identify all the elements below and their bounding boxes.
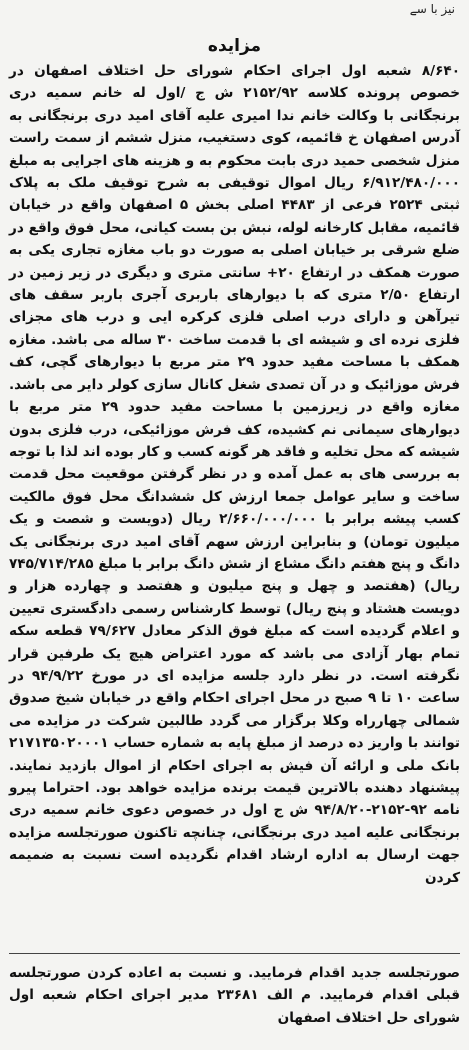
notice-tail (9, 962, 460, 1029)
notice-body (9, 60, 460, 889)
header-fragment: نیز با سے (409, 2, 455, 16)
notice-body-text: ۸/۶۴۰ شعبه اول اجرای احکام شورای حل اختلاف اصفهان در خصوص پرونده کلاسه ۲۱۵۲/۹۲ ش ج /اول له خانم سمیه دری برنجگانی با وکالت خانم ندا امیری علیه آقای امید دری برنجگانی به آدرس اصفهان خ قائمیه، کوی دستغیب، منزل ششم از سمت راست منزل شخصی حمید دری بابت محکوم به و هزینه های اجرایی به مبلغ ۶/۹۱۲/۴۸۰/۰۰۰ ریال اموال توقیفی به شرح توقیف ملک به پلاک ثبتی ۲۵۲۴ فرعی از ۴۴۸۳ اصلی بخش ۵ اصفهان واقع در خیابان قائمیه، مقابل کارخانه لوله، نبش بن بست کیانی، محل فوق واقع در ضلع شرقی بر خیابان اصلی به صورت دو باب مغازه تجاری یکی به صورت همکف در ارتفاع ۲۰+ سانتی متری و دیگری در زیر زمین در ارتفاع ۲/۵۰ متری که با دیوارهای باربری آجری باربر سقف های تیرآهن و دارای درب اصلی فلزی کرکره ایی و درب های مجزای فلزی نرده ای و شیشه ای با قدمت ساخت ۳۰ ساله می باشد. مغازه همکف با مساحت مفید حدود ۲۹ متر مربع با دیوارهای گچی، کف فرش موزائیک و در آن تصدی شغل کانال سازی کولر دایر می باشد. مغازه واقع در زیرزمین با مساحت مفید حدود ۲۹ متر مربع با دیوارهای سیمانی نم کشیده، کف فرش موزائیکی، درب فلزی بدون شیشه که محل تخلیه و فاقد هر گونه کسب و کار بوده اند لذا با توجه به بررسی های به عمل آمده و در نظر گرفتن موقعیت محل قدمت ساخت و سایر عوامل جمعا ارزش کل ششدانگ محل فوق مالکیت کسب پیشه برابر با ۲/۶۶۰/۰۰۰/۰۰۰ ریال (دویست و شصت و یک میلیون تومان) و بنابراین ارزش سهم آقای امید دری برنجگانی یک دانگ و پنج هفتم دانگ مشاع از شش دانگ برابر با مبلغ ۷۴۵/۷۱۴/۲۸۵ ریال) (هفتصد و چهل و پنج میلیون و هفتصد و چهارده هزار و دویست هشتاد و پنج ریال) توسط کارشناس رسمی دادگستری تعیین و اعلام گردیده است که مبلغ فوق الذکر معادل ۷۹/۶۲۷ قطعه سکه تمام بهار آزادی می باشد که مورد اعتراض هیچ یک طرفین قرار نگرفته است. در نظر دارد جلسه مزایده ای در مورخ ۹۴/۹/۲۲ در ساعت ۱۰ تا ۹ صبح در محل اجرای احکام واقع در خیابان شیخ صدوق شمالی چهارراه وکلا برگزار می گردد طالبین شرکت در مزایده می توانند با واریز ده درصد از مبلغ پایه به شماره حساب ۲۱۷۱۳۵۰۲۰۰۰۱ بانک ملی و ارائه آن فیش به اجرای احکام از اموال بازدید نمایند. پیشنهاد دهنده بالاترین قیمت برنده مزایده خواهد بود. احتراما پیرو نامه ۹۲-۲۱۵۲-۹۴/۸/۲۰ ش ج اول در خصوص دعوی خانم سمیه دری برنجگانی علیه امید دری برنجگانی، چنانچه تاکنون صورتجلسه مزایده جهت ارسال به اداره ارشاد اقدام نگردیده است نسبت به ضمیمه کردن (9, 63, 460, 886)
notice-title: مزایده (207, 36, 262, 56)
notice-tail-text: صورتجلسه جدید اقدام فرمایید. و نسبت به اعاده کردن صورتجلسه قبلی اقدام فرمایید. م الف ۲۳۶۸۱ مدیر اجرای احکام شعبه اول شورای حل اختلاف اصفهان (9, 965, 460, 1026)
scan-top-edge (0, 0, 469, 22)
section-divider (9, 953, 460, 954)
